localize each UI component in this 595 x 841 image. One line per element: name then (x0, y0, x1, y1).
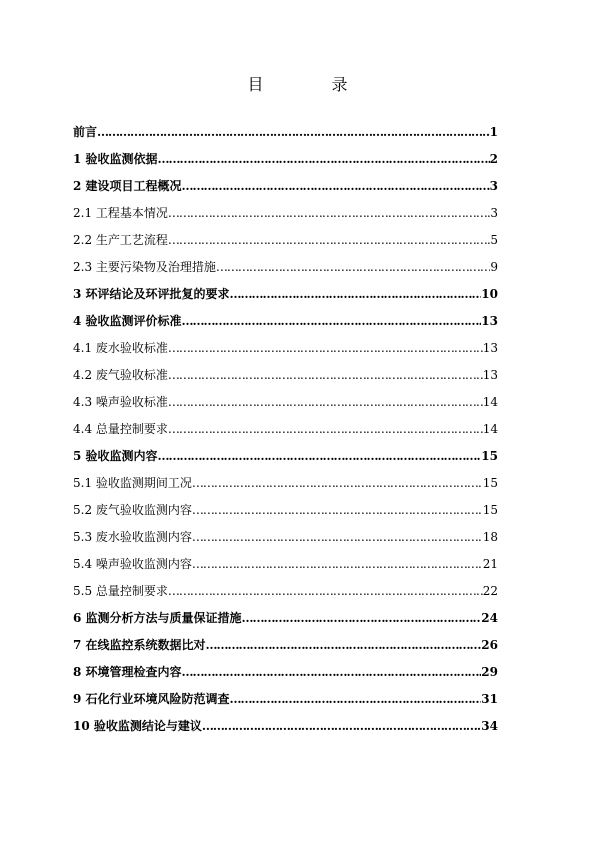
toc-leader-dots (168, 206, 490, 220)
toc-leader-dots (192, 476, 483, 490)
toc-entry-page-number: 18 (482, 530, 498, 544)
toc-entry-label: 3 环评结论及环评批复的要求 (73, 287, 230, 301)
toc-entry-label: 10 验收监测结论与建议 (73, 719, 202, 733)
toc-entry-label: 6 监测分析方法与质量保证措施 (73, 611, 242, 625)
toc-entry-label: 2.2 生产工艺流程 (73, 233, 168, 247)
toc-leader-dots (192, 503, 483, 517)
toc-leader-dots (192, 530, 483, 544)
toc-leader-dots (158, 449, 482, 463)
toc-entry-label: 2.1 工程基本情况 (73, 206, 168, 220)
toc-leader-dots (192, 557, 483, 571)
toc-entry-page-number: 1 (489, 125, 498, 139)
toc-entry-label: 5.5 总量控制要求 (73, 584, 168, 598)
toc-entry-label: 4.3 噪声验收标准 (73, 395, 168, 409)
toc-entry-label: 5.1 验收监测期间工况 (73, 476, 192, 490)
toc-leader-dots (168, 233, 490, 247)
toc-entry-page-number: 10 (481, 287, 498, 301)
toc-leader-dots (182, 314, 482, 328)
toc-entry[interactable] (73, 285, 498, 312)
toc-leader-dots (216, 260, 490, 274)
toc-entry-page-number: 29 (481, 665, 498, 679)
toc-entry[interactable] (73, 177, 498, 204)
toc-entry-page-number: 34 (481, 719, 498, 733)
toc-entry-label: 5.2 废气验收监测内容 (73, 503, 192, 517)
toc-entry-label: 9 石化行业环境风险防范调查 (73, 692, 230, 706)
toc-entry-page-number: 21 (482, 557, 498, 571)
toc-entry-label: 2 建设项目工程概况 (73, 179, 182, 193)
toc-leader-dots (168, 368, 483, 382)
toc-leader-dots (242, 611, 482, 625)
toc-entry[interactable] (73, 447, 498, 474)
toc-entry-page-number: 13 (482, 341, 498, 355)
toc-entry-label: 5 验收监测内容 (73, 449, 158, 463)
toc-entry[interactable] (73, 123, 498, 150)
toc-entry-page-number: 13 (481, 314, 498, 328)
toc-entry[interactable] (73, 582, 498, 609)
toc-entry[interactable] (73, 366, 498, 393)
toc-entry-page-number: 3 (489, 179, 498, 193)
toc-entry-page-number: 15 (482, 503, 498, 517)
toc-leader-dots (168, 584, 483, 598)
toc-leader-dots (182, 179, 490, 193)
toc-entry[interactable] (73, 528, 498, 555)
toc-entry-label: 5.4 噪声验收监测内容 (73, 557, 192, 571)
toc-entry-page-number: 5 (490, 233, 498, 247)
toc-entry-label: 8 环境管理检查内容 (73, 665, 182, 679)
toc-entry-label: 5.3 废水验收监测内容 (73, 530, 192, 544)
toc-entry-page-number: 2 (489, 152, 498, 166)
toc-entry-page-number: 24 (481, 611, 498, 625)
toc-entry[interactable] (73, 501, 498, 528)
toc-entry-page-number: 14 (482, 395, 498, 409)
toc-entry[interactable] (73, 339, 498, 366)
toc-entry-page-number: 15 (481, 449, 498, 463)
toc-entry-page-number: 3 (490, 206, 498, 220)
toc-entry[interactable] (73, 231, 498, 258)
toc-entry[interactable] (73, 555, 498, 582)
toc-entry[interactable] (73, 717, 498, 744)
toc-list (73, 123, 498, 744)
toc-leader-dots (202, 719, 481, 733)
toc-entry[interactable] (73, 636, 498, 663)
toc-leader-dots (168, 395, 483, 409)
toc-leader-dots (206, 638, 482, 652)
toc-title: 目 录 (247, 75, 374, 94)
toc-entry[interactable] (73, 258, 498, 285)
toc-entry-label: 4.1 废水验收标准 (73, 341, 168, 355)
toc-entry-label: 4 验收监测评价标准 (73, 314, 182, 328)
toc-entry-label: 2.3 主要污染物及治理措施 (73, 260, 216, 274)
toc-leader-dots (97, 125, 490, 139)
toc-entry-page-number: 9 (490, 260, 498, 274)
toc-entry[interactable] (73, 393, 498, 420)
toc-entry[interactable] (73, 609, 498, 636)
toc-entry[interactable] (73, 312, 498, 339)
toc-leader-dots (158, 152, 490, 166)
toc-leader-dots (182, 665, 482, 679)
toc-entry[interactable] (73, 690, 498, 717)
toc-entry[interactable] (73, 420, 498, 447)
toc-entry-page-number: 26 (481, 638, 498, 652)
toc-entry[interactable] (73, 663, 498, 690)
toc-leader-dots (230, 692, 482, 706)
toc-entry[interactable] (73, 204, 498, 231)
toc-entry-page-number: 22 (482, 584, 498, 598)
toc-entry-page-number: 13 (482, 368, 498, 382)
toc-leader-dots (230, 287, 482, 301)
toc-entry-label: 7 在线监控系统数据比对 (73, 638, 206, 652)
toc-leader-dots (168, 422, 483, 436)
toc-leader-dots (168, 341, 483, 355)
toc-entry-page-number: 15 (482, 476, 498, 490)
toc-entry-label: 4.2 废气验收标准 (73, 368, 168, 382)
toc-entry-label: 1 验收监测依据 (73, 152, 158, 166)
toc-entry[interactable] (73, 474, 498, 501)
toc-entry-label: 4.4 总量控制要求 (73, 422, 168, 436)
toc-entry-page-number: 14 (482, 422, 498, 436)
toc-entry[interactable] (73, 150, 498, 177)
toc-entry-page-number: 31 (481, 692, 498, 706)
toc-entry-label: 前言 (73, 125, 98, 139)
